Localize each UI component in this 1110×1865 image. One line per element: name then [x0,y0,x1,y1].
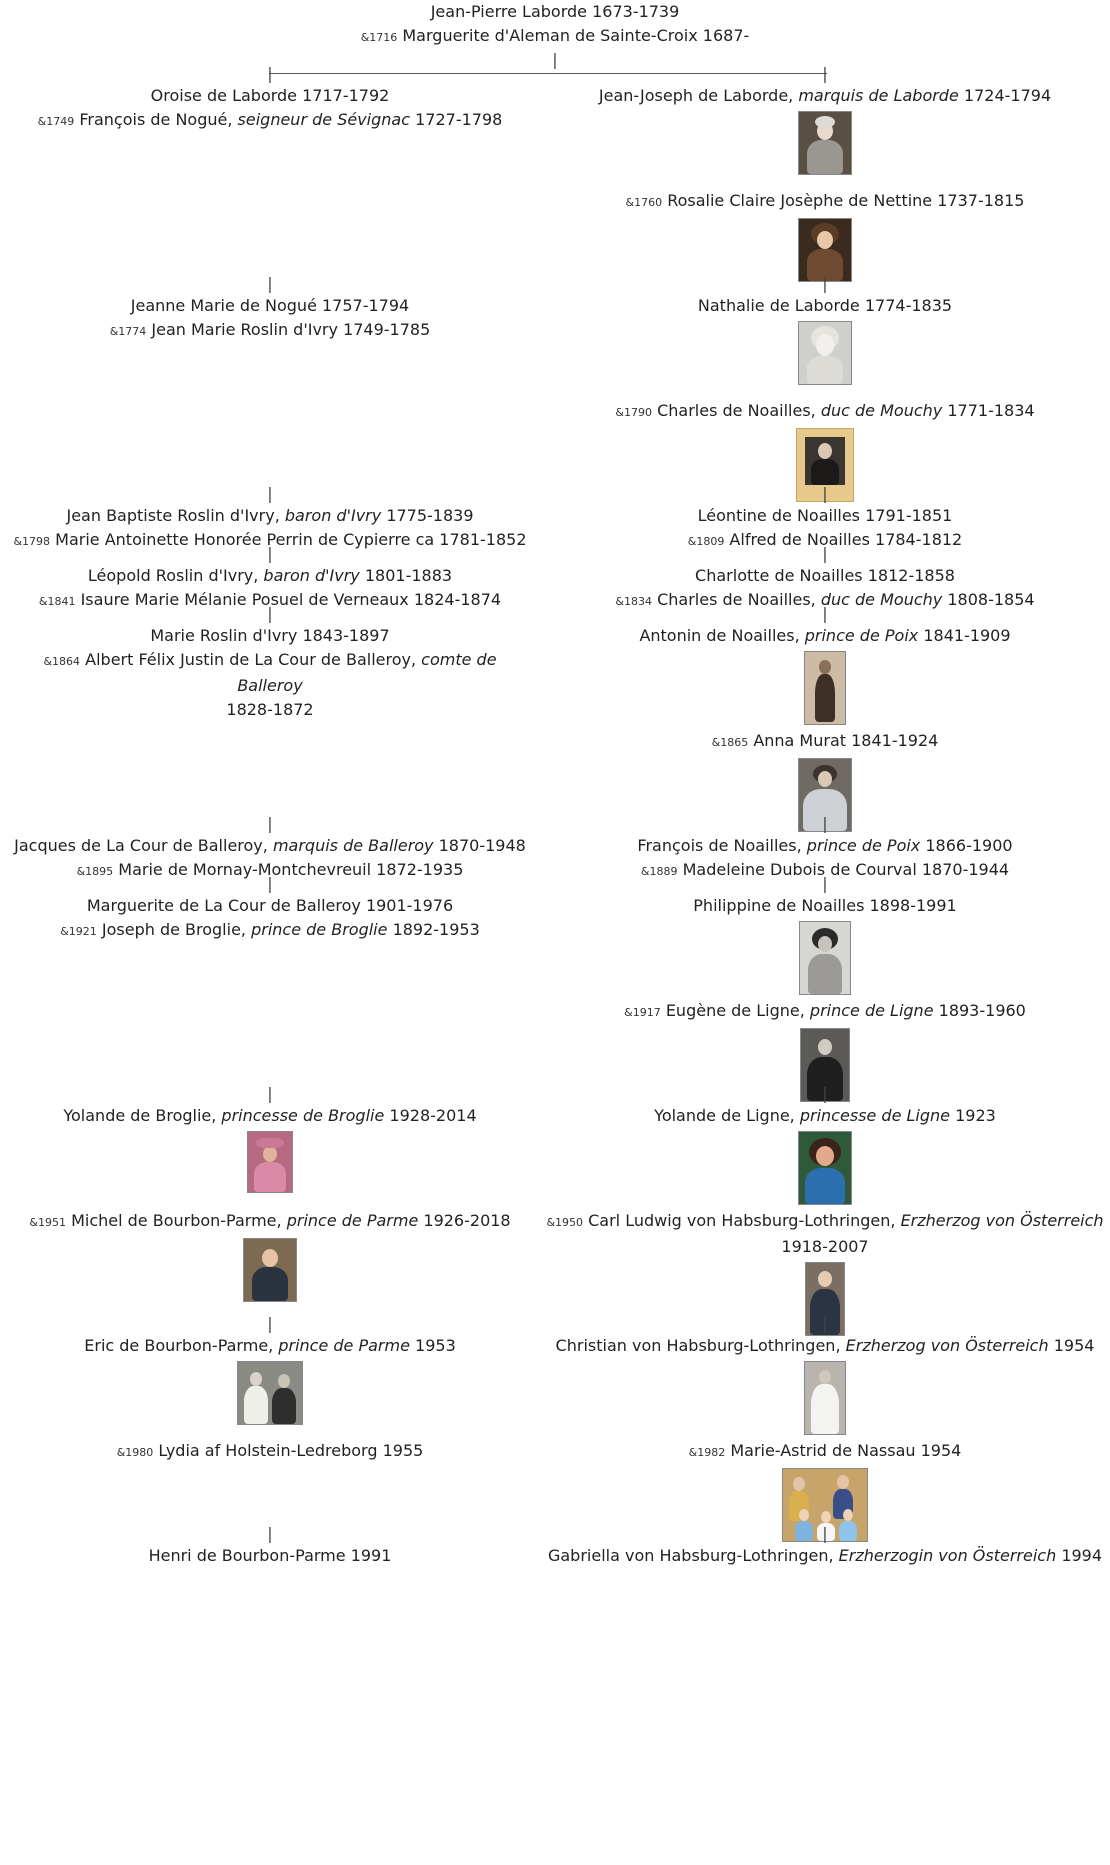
person-dates: 1757-1794 [322,296,410,315]
person-dates: 1841-1909 [923,626,1011,645]
right-gen-5 [545,604,1105,725]
left-gen-2 [10,274,530,344]
spouse-title: prince de Broglie [251,920,388,939]
connector-bar: | [822,484,828,503]
spouse-dates: 1892-1953 [392,920,480,939]
person-title: baron d'Ivry [263,566,360,585]
person-dates: 1812-1858 [867,566,955,585]
connector-bar: | [267,604,273,623]
person-title: prince de Poix [804,626,919,645]
person-title: Erzherzog von Österreich [845,1336,1049,1355]
spouse-dates: 1955 [382,1441,424,1460]
connector-bar: | [267,544,273,563]
root-marriage-marker: &1716 [360,31,398,44]
person-title: Erzherzogin von Österreich [838,1546,1057,1565]
marriage-marker: &1809 [687,535,725,548]
marriage-marker: &1982 [688,1446,726,1459]
person-name[interactable]: Charlotte de Noailles [695,566,863,585]
portrait-photo[interactable] [804,651,846,725]
person-dates: 1843-1897 [302,626,390,645]
marriage-marker: &1834 [615,595,652,608]
marriage-marker: &1749 [37,115,75,128]
portrait-photo[interactable] [798,1131,852,1205]
right-gen-1 [545,64,1105,175]
person-dates: 1791-1851 [865,506,953,525]
marriage-marker: &1950 [546,1216,584,1229]
person-name[interactable]: Marguerite de La Cour de Balleroy [86,896,361,915]
person-name[interactable]: Philippine de Noailles [693,896,865,915]
connector-bar: | [267,1524,273,1543]
spouse-dates: ca 1781-1852 [415,530,527,549]
spouse-name[interactable]: Marie de Mornay-Montchevreuil [118,860,372,879]
person-name[interactable]: Nathalie de Laborde [697,296,860,315]
right-gen-10 [545,1524,1105,1568]
root-couple: Jean-Pierre Laborde 1673-1739 &1716 Marguerite d'Aleman de Sainte-Croix 1687- | [360,2,750,69]
person-dates: 1954 [1053,1336,1095,1355]
spouse-dates: 1954 [920,1441,962,1460]
person-title: marquis de Laborde [798,86,959,105]
person-name[interactable]: François de Noailles, [637,836,802,855]
marriage-marker: &1865 [711,736,749,749]
connector-bar: | [267,484,273,503]
left-gen-9 [10,1314,530,1425]
spouse-title: duc de Mouchy [820,401,943,420]
person-dates: 1801-1883 [364,566,453,585]
spouse-dates: 1893-1960 [938,1001,1026,1020]
portrait-photo[interactable] [799,921,851,995]
connector-bar: | [267,814,273,833]
left-gen-1 [10,64,530,134]
person-dates: 1923 [955,1106,996,1125]
root-name[interactable]: Jean-Pierre Laborde [430,2,587,21]
portrait-photo[interactable] [804,1361,846,1435]
marriage-marker: &1774 [109,325,147,338]
spouse-dates: 1918-2007 [781,1237,869,1256]
person-name[interactable]: Jean-Joseph de Laborde, [598,86,794,105]
connector-bar: | [267,1084,273,1103]
marriage-marker: &1951 [29,1216,66,1229]
marriage-marker: &1895 [76,865,114,878]
marriage-marker: &1841 [38,595,76,608]
connector-bar: | [267,874,273,893]
person-dates: 1953 [415,1336,456,1355]
person-name[interactable]: Henri de Bourbon-Parme [148,1546,346,1565]
person-name[interactable]: Antonin de Noailles, [639,626,800,645]
person-name[interactable]: Jacques de La Cour de Balleroy, [14,836,268,855]
portrait-photo[interactable] [798,218,852,282]
person-title: prince de Parme [278,1336,410,1355]
person-dates: 1991 [350,1546,392,1565]
spouse-dates: 1808-1854 [947,590,1035,609]
marriage-marker: &1864 [43,655,81,668]
marriage-marker: &1760 [625,196,663,209]
marriage-marker: &1790 [615,406,652,419]
spouse-dates: 1824-1874 [413,590,502,609]
person-dates: 1774-1835 [864,296,953,315]
root-spouse-dates: 1687- [702,26,750,45]
person-dates: 1898-1991 [869,896,957,915]
connector-bar: | [822,604,828,623]
person-title: princesse de Ligne [799,1106,951,1125]
left-gen-8-spouse [10,1209,530,1302]
spouse-dates: 1872-1935 [376,860,464,879]
connector-bar: | [267,64,273,83]
person-title: baron d'Ivry [284,506,382,525]
right-gen-8 [545,1084,1105,1205]
person-name[interactable]: Yolande de Ligne, [654,1106,795,1125]
person-dates: 1724-1794 [963,86,1052,105]
left-gen-10 [10,1524,530,1568]
connector-bar: | [267,274,273,293]
person-name[interactable]: Léontine de Noailles [697,506,861,525]
portrait-photo[interactable] [798,321,852,385]
left-gen-9-spouse [10,1439,530,1465]
person-title: marquis de Balleroy [272,836,434,855]
person-dates: 1866-1900 [925,836,1013,855]
connector-bar: | [822,544,828,563]
spouse-title: prince de Ligne [809,1001,934,1020]
person-dates: 1928-2014 [389,1106,477,1125]
spouse-name[interactable]: Charles de Noailles, [657,401,816,420]
person-name[interactable]: Oroise de Laborde [150,86,298,105]
person-name[interactable]: Léopold Roslin d'Ivry, [87,566,259,585]
person-name[interactable]: Eric de Bourbon-Parme, [84,1336,274,1355]
connector-bar: | [822,64,828,83]
connector-bar: | [822,814,828,833]
spouse-name[interactable]: Carl Ludwig von Habsburg-Lothringen, [588,1211,896,1230]
spouse-dates: 1784-1812 [875,530,963,549]
connector-bar: | [822,1524,828,1543]
spouse-dates: 1737-1815 [937,191,1025,210]
spouse-name[interactable]: Michel de Bourbon-Parme, [71,1211,282,1230]
spouse-title: comte de Balleroy [237,650,497,695]
spouse-dates: 1926-2018 [423,1211,511,1230]
spouse-name[interactable]: Eugène de Ligne, [665,1001,805,1020]
portrait-photo[interactable] [798,111,852,175]
portrait-photo[interactable] [237,1361,303,1425]
left-gen-5 [10,604,530,722]
person-name[interactable]: Christian von Habsburg-Lothringen, [555,1336,841,1355]
marriage-marker: &1917 [624,1006,661,1019]
person-name[interactable]: Marie Roslin d'Ivry [150,626,298,645]
marriage-marker: &1921 [60,925,97,938]
person-name[interactable]: Jeanne Marie de Nogué [130,296,317,315]
person-name[interactable]: Gabriella von Habsburg-Lothringen, [547,1546,834,1565]
right-gen-1-spouse [545,189,1105,282]
spouse-dates: 1749-1785 [343,320,431,339]
connector-bar: | [822,874,828,893]
person-title: prince de Poix [806,836,921,855]
connector-bar: | [822,274,828,293]
spouse-dates: 1727-1798 [415,110,503,129]
spouse-dates: 1870-1944 [921,860,1010,879]
spouse-title: duc de Mouchy [820,590,943,609]
spouse-name[interactable]: Madeleine Dubois de Courval [682,860,917,879]
connector-bar: | [822,1314,828,1333]
person-title: princesse de Broglie [221,1106,385,1125]
left-gen-8 [10,1084,530,1193]
right-gen-9 [545,1314,1105,1435]
spouse-name[interactable]: Marie Antoinette Honorée Perrin de Cypierre [55,530,411,549]
marriage-marker: &1798 [13,535,51,548]
spouse-name[interactable]: Marie-Astrid de Nassau [730,1441,916,1460]
right-gen-7 [545,874,1105,995]
person-dates: 1870-1948 [438,836,526,855]
portrait-photo[interactable] [247,1131,293,1193]
spouse-name[interactable]: Alfred de Noailles [729,530,870,549]
connector-bar: | [267,1314,273,1333]
left-gen-7 [10,874,530,944]
spouse-dates: 1841-1924 [851,731,939,750]
spouse-name[interactable]: Joseph de Broglie, [101,920,246,939]
person-dates: 1775-1839 [386,506,474,525]
person-dates: 1717-1792 [302,86,390,105]
root-spouse-name[interactable]: Marguerite d'Aleman de Sainte-Croix [402,26,698,45]
spouse-name[interactable]: Isaure Marie Mélanie Posuel de Verneaux [80,590,409,609]
spouse-title: prince de Parme [286,1211,419,1230]
spouse-name[interactable]: Lydia af Holstein-Ledreborg [158,1441,378,1460]
person-dates: 1901-1976 [365,896,454,915]
person-name[interactable]: Yolande de Broglie, [63,1106,217,1125]
marriage-marker: &1980 [116,1446,154,1459]
connector-bar: | [822,1084,828,1103]
person-name[interactable]: Jean Baptiste Roslin d'Ivry, [66,506,280,525]
spouse-dates: 1828-1872 [226,700,314,719]
spouse-name[interactable]: François de Nogué, [79,110,233,129]
portrait-photo[interactable] [243,1238,297,1302]
spouse-name[interactable]: Charles de Noailles, [657,590,816,609]
spouse-name[interactable]: Jean Marie Roslin d'Ivry [151,320,338,339]
spouse-name[interactable]: Rosalie Claire Josèphe de Nettine [667,191,933,210]
root-dates: 1673-1739 [592,2,680,21]
marriage-marker: &1889 [640,865,678,878]
spouse-name[interactable]: Albert Félix Justin de La Cour de Balleroy, [85,650,417,669]
person-dates: 1994 [1061,1546,1103,1565]
spouse-title: Erzherzog von Österreich [900,1211,1104,1230]
right-gen-2 [545,274,1105,385]
spouse-title: seigneur de Sévignac [237,110,410,129]
spouse-name[interactable]: Anna Murat [753,731,847,750]
spouse-dates: 1771-1834 [947,401,1035,420]
